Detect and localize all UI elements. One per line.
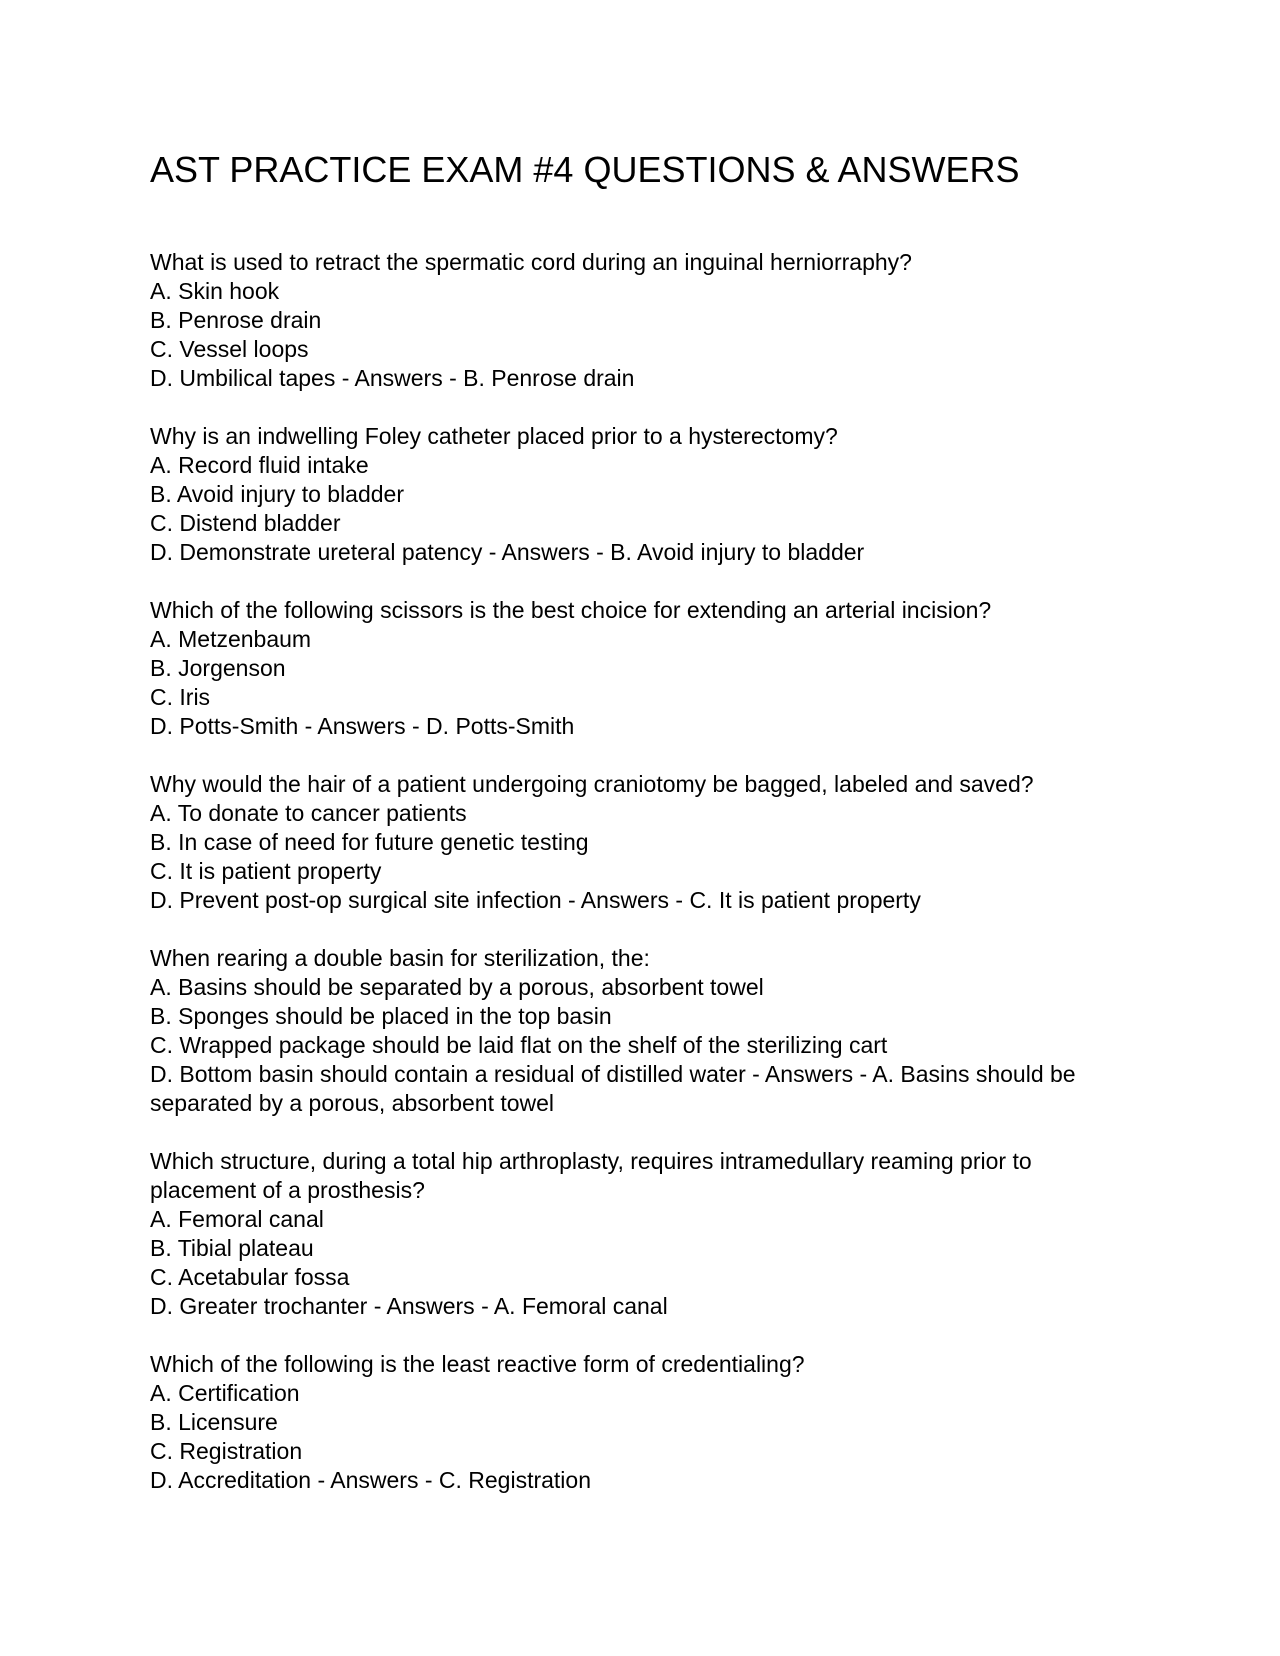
- option-a: A. Femoral canal: [150, 1206, 324, 1232]
- option-a: A. Record fluid intake: [150, 452, 369, 478]
- option-c: C. It is patient property: [150, 858, 382, 884]
- option-d-with-answer: D. Accreditation - Answers - C. Registration: [150, 1467, 591, 1493]
- question-text: Which of the following scissors is the best choice for extending an arterial incision?: [150, 597, 992, 623]
- question-block-5: [150, 944, 1140, 1118]
- option-a: A. Certification: [150, 1380, 300, 1406]
- question-text: What is used to retract the spermatic cord during an inguinal herniorraphy?: [150, 249, 912, 275]
- option-a: A. To donate to cancer patients: [150, 800, 467, 826]
- question-block-7: [150, 1350, 1140, 1495]
- option-c: C. Iris: [150, 684, 211, 710]
- option-d-with-answer: D. Bottom basin should contain a residual of distilled water - Answers - A. Basins should be separated by a porous, absorbent towel: [150, 1061, 1076, 1116]
- option-b: B. In case of need for future genetic testing: [150, 829, 589, 855]
- option-b: B. Avoid injury to bladder: [150, 481, 405, 507]
- question-block-1: [150, 248, 1140, 393]
- question-text: Which structure, during a total hip arthroplasty, requires intramedullary reaming prior to placement of a prosthesis?: [150, 1148, 1032, 1203]
- question-text: Which of the following is the least reactive form of credentialing?: [150, 1351, 805, 1377]
- question-block-3: [150, 596, 1140, 741]
- questions-list: [150, 248, 1140, 1524]
- option-a: A. Skin hook: [150, 278, 280, 304]
- option-c: C. Distend bladder: [150, 510, 341, 536]
- option-b: B. Licensure: [150, 1409, 278, 1435]
- question-text: When rearing a double basin for sterilization, the:: [150, 945, 650, 971]
- option-b: B. Penrose drain: [150, 307, 322, 333]
- document-page: [150, 0, 1140, 1656]
- option-b: B. Jorgenson: [150, 655, 286, 681]
- question-text: Why would the hair of a patient undergoing craniotomy be bagged, labeled and saved?: [150, 771, 1034, 797]
- option-d-with-answer: D. Potts-Smith - Answers - D. Potts-Smith: [150, 713, 575, 739]
- option-d-with-answer: D. Greater trochanter - Answers - A. Femoral canal: [150, 1293, 668, 1319]
- option-c: C. Vessel loops: [150, 336, 309, 362]
- option-d-with-answer: D. Prevent post-op surgical site infection - Answers - C. It is patient property: [150, 887, 921, 913]
- option-d-with-answer: D. Umbilical tapes - Answers - B. Penrose drain: [150, 365, 635, 391]
- page-title: AST PRACTICE EXAM #4 QUESTIONS & ANSWERS: [150, 149, 1020, 190]
- option-b: B. Tibial plateau: [150, 1235, 314, 1261]
- question-block-2: [150, 422, 1140, 567]
- option-a: A. Basins should be separated by a porous, absorbent towel: [150, 974, 764, 1000]
- option-b: B. Sponges should be placed in the top basin: [150, 1003, 612, 1029]
- option-d-with-answer: D. Demonstrate ureteral patency - Answers - B. Avoid injury to bladder: [150, 539, 865, 565]
- option-a: A. Metzenbaum: [150, 626, 312, 652]
- question-block-4: [150, 770, 1140, 915]
- option-c: C. Registration: [150, 1438, 303, 1464]
- option-c: C. Acetabular fossa: [150, 1264, 350, 1290]
- question-text: Why is an indwelling Foley catheter placed prior to a hysterectomy?: [150, 423, 838, 449]
- option-c: C. Wrapped package should be laid flat on the shelf of the sterilizing cart: [150, 1032, 888, 1058]
- question-block-6: [150, 1147, 1140, 1321]
